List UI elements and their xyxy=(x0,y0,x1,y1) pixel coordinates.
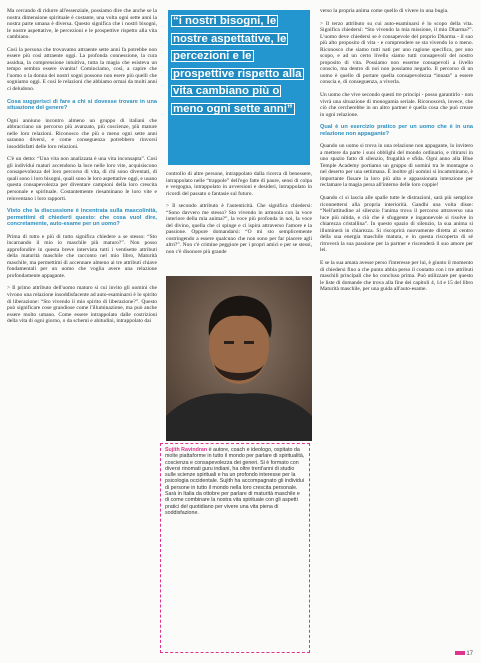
interview-question: Cosa suggerisci di fare a chi si dovesse trovare in una situazione del genere? xyxy=(7,98,157,112)
pull-quote-line: “i nostri bisogni, le xyxy=(173,15,277,27)
body-paragraph: Un uomo che vive secondo questi tre principi - posso garantirlo - non vivrà una situazione di monogamia seriale. Riconoscerà, invece, che ciò che cercherebbe in un altro partner è quella cosa che può creare in ogni relazione. xyxy=(320,92,473,118)
interview-question: Visto che la discussione è incentrata sulla mascolinità, permettimi di chiederti questo: che cosa vuol dire, concretamente, auto-esame per un uomo? xyxy=(7,208,157,228)
column-right xyxy=(320,8,473,293)
body-paragraph: E se la sua amata avesse perso l'interesse per lui, è giunto il momento di chiedersi fino a che punto abbia perso il contatto con i tre attributi maschili principali che ho concluso prima. Può utilizzare per questo le liste di domande che trova alla fine dei capitoli 4, 14 e 15 del libro Maturità maschile, per una guida all'auto-esame. xyxy=(320,259,473,293)
column-left xyxy=(7,8,157,325)
body-paragraph: Ogni anniuno incontro almeno un gruppo di italiani che abbracciano un percorso più avanzato, più coscienze, più mature nelle loro relazioni. Riconosco che più o meno ogni sette anni saranno diversi, e come conseguenza potrebbero rinvorsi insoddisfatti delle loro relazioni. xyxy=(7,117,157,150)
pull-quote-line: meno ogni sette anni” xyxy=(173,102,293,115)
interview-question: Qual è un esercizio pratico per un uomo che è in una relazione non appagante? xyxy=(320,124,473,137)
pull-quote-line: prospettive rispetto alla xyxy=(173,67,302,80)
body-paragraph: Prima di tutto e più di tutto significa chiedere a se stesso: “Sto incarnando il mio io maschile più maturo?”. Non posso approfondire in questa breve intervista tutti i ventisette attributi della maturità maschile che racconto nel mio libro, Maturità maschile, ma permettimi di accennare almeno ai tre attributi chiave fondamentali per un uomo che voglia avere una relazione profondamente appagante. xyxy=(7,233,157,279)
pull-quote xyxy=(168,10,310,165)
author-bio: è autore, coach e ideologo, ospitato da molte piattaforme in tutto il mondo per parlare di spiritualità, coscienza e consapevolezza dei generi. Si è formato con diversi rinomati guru indiani, ha oltre trent'anni di studio sulle scienze spirituali e ha un profondo interesse per la psicologia occidentale. Sujith ha accompagnato gli individui di persone in tutto il mondo nella loro crescita personale. Sarà in Italia da ottobre per parlare di maturità maschile e di come combinare la nostra vita spirituale con gli aspetti pratici del quotidiano per vivere una vita piena di soddisfazione. xyxy=(165,447,305,516)
body-paragraph: Quando ci si lascia alle spalle tutte le distrazioni, sarà più semplice riconnettersi alla propria interiorità. Gandhi una volta disse: “Nell'attitudine al silenzio l'anima trova il percorso attraverso una luce più nitida, e ciò che è sfuggente e ingannevole si risolve in chiarezza cristallina”. In questo spazio di silenzio, la sua anima si illuminerà in chiarezza. Si riscoprirà nuovamente diretta al centro della sua energia maschile matura, e in questa riscoperta di sé ritroverà la sua passione per la partner e riscenderà il suo amore per lei. xyxy=(320,195,473,254)
body-paragraph: > Il primo attributo dell'uomo maturo si cui invito gli uomini che vivono una relazione insoddisfacente ad auto-esaminarsi è lo spirito di liberazione: “Sto vivendo il mio spirito di liberazione?”. Questo può significare cose grandiose come l'illuminazione, ma può anche essere molto umano. Come essere intrappolato dalle costrizioni della vita di ogni giorno, o da schemi e abitudini, intrappolato dai xyxy=(7,285,157,325)
body-paragraph: > Il secondo attributo è l'autenticità. Che significa chiedersi: “Sono davvero me stesso? Sto vivendo in armonia con la voce interiore della mia anima?”, la voce più profonda in noi, la voce del divino, quella che ci spinge e ci ispira attraverso l'amore e la passione. Oppure domandarsi: “O mi sto semplicemente costringendo a essere qualcuno che non sono per far piacere agli altri?”. Non c'è crimine peggiore per i propri amici e per se stessi, non c'è disonore più grande xyxy=(166,203,312,256)
page-number: 17 xyxy=(455,651,473,657)
body-paragraph: Quando un uomo si trova in una relazione non appagante, lo invitero a mettere da parte i suoi obblighi del mondo ordinario, e ritirarsi in uno spazio fatto di silenzio, frugalità e sfida. Ogni anno alla Blue Temple Academy portiamo un gruppo di uomini tra le montagne o nel deserto per una settimana. È inoltre gli uomini si incamminano, è importante fissare la loro più alta e appassionata intenzione per reclamare la magia persa all'interno delle loro coppie! xyxy=(320,143,473,189)
body-paragraph: Così la persona che trovavamo attraente sette anni fa potrebbe non essere più così attraente oggi. La profonda connessione, la cura assidua, la comprensione intuitiva, tutta la magia che esisteva un tempo sembra essere svanita! Cominciamo, così, a capire che l'uomo o la donna dei nostri sogni possono non esere più quelli che sogniamo oggi. E così le relazioni che abbiamo ormai da molti anni ci deludono. xyxy=(7,46,157,93)
author-photo xyxy=(166,276,312,441)
pull-quote-line: percezioni e le xyxy=(173,50,252,63)
brand-badge xyxy=(455,651,465,655)
portrait-image xyxy=(166,276,312,441)
body-paragraph: verso la propria anima come quello di vivere in una bugia. xyxy=(320,8,449,14)
body-paragraph: C'è un detto: “Una vita non analizzata è una vita inconsapta”. Così gli individui maturi accendono la luce nelle loro vite, acquisiscono consapevolezza del loro percorso di vita, di chi sono diventati, di quali sono i loro bisogni, quali sono le loro aspettative oggi, e usano questa consapevolezza per diventare campioni della loro crescita personale e spirituale. Costantemente riesaminano le loro vite e reinventano i loro rapporti. xyxy=(7,156,158,202)
body-paragraph: controllo di altre persone, intrappolato dalla ricerca di benessere, intrappolato nelle “trappole” dell'ego fatte di paure, sensi di colpa e vergogna, intrappolato in avversioni e desideri, intrappolato in ricordi del passato o fantasie sul futuro. xyxy=(166,171,312,197)
column-middle xyxy=(166,171,312,256)
pull-quote-line: nostre aspettative, le xyxy=(173,32,287,45)
author-name: Sujith Ravindran xyxy=(165,447,208,453)
pull-quote-line: vita cambiano più o xyxy=(173,85,280,98)
author-bio-box xyxy=(160,443,310,653)
body-paragraph: > Il terzo attributo su cui auto-esaminarsi è lo scopo della vita. Significa chiedersi: “Sto vivendo la mia missione, il mio Dharma?”. L'uomo deve chiedersi se è consapevole del proprio Dharma - il suo più alto proposito di vita - e comprendere se sta vivendo lo o meno. Riconosco che siamo tutti nati per uno ragione specifica, per uno scopo, e ad un certo livello siamo tutti consapevoli del nostro proposito di vita. Possiamo non esserne consapevoli a livello conscio, ma dentro di noi non possiamo negarlo. Il percorso di un uomo è quello di portare quella consapevolezza “innata” a essere conscia e, di conseguenza, a viverla. xyxy=(320,20,473,86)
body-paragraph: Ma cercando di ridurre all'essenziale, possiamo dire che anche se la nostra dimensione spirituale è costante, una volta ogni sette anni la nostra parte umana è diversa. Questo significa che i nostri bisogni, le nostre aspettative, le percezioni e le prospettive rispetto alla vita cambiano. xyxy=(7,8,157,41)
